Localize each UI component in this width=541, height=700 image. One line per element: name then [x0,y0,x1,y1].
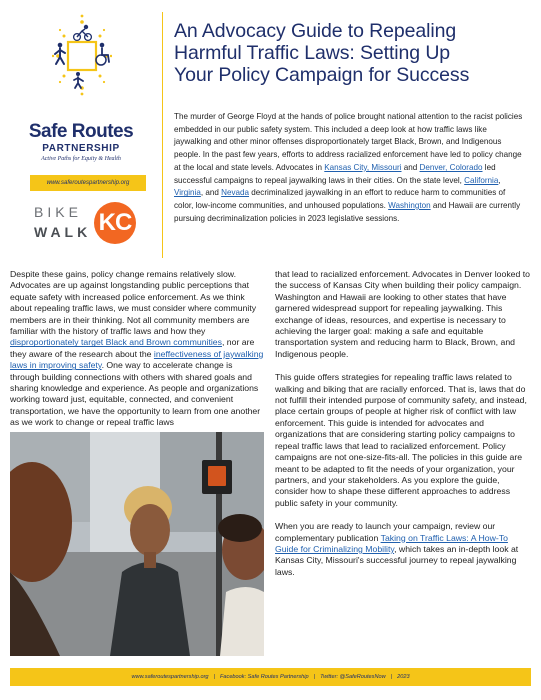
left-text-2: , nor are they aware of the research about the [10,337,255,359]
org-subtitle: PARTNERSHIP [42,143,120,154]
street-photo [10,432,264,656]
street-photo-illustration [10,432,264,656]
org-tagline: Active Paths for Equity & Health [41,156,121,162]
footer-bar [10,668,531,686]
link-denver[interactable]: Denver, Colorado [419,162,483,172]
right-p3-text-1: When you are ready to launch your campaign, review our complementary publication [275,521,496,543]
page-title-line-1: An Advocacy Guide to Repealing [174,20,457,42]
safe-routes-logo-icon [52,12,112,98]
footer-url[interactable]: www.saferoutespartnership.org [131,674,209,680]
right-paragraph-3 [275,521,533,578]
footer-separator-3: | [390,674,393,680]
intro-text-1: The murder of George Floyd at the hands of police brought national attention to the racist policies embedded in our public safety system. This included a deep look at how traffic laws like jaywalking and other minor offenses disproportionately target Black, Brown, and Indigenous people. In the past few years, efforts to address racialized enforcement have led to policy change at the local and state levels. Advocates in [174,112,523,172]
intro-text-5: , and [200,188,222,198]
footer-separator-1: | [213,674,215,680]
bikewalk-word-walk: WALK [34,224,92,240]
footer-year: 2023 [397,674,410,680]
link-kansas-city[interactable]: Kansas City, Missouri [324,162,402,172]
intro-paragraph [174,111,524,225]
page-title [174,20,532,86]
page-title-line-3: Your Policy Campaign for Success [174,64,470,86]
link-ineffectiveness-jaywalking[interactable]: ineffectiveness of jaywalking laws in improving safety [10,348,264,371]
intro-text-2: and [401,162,420,172]
left-text-3: . One way to accelerate change is through building connections with others with shared goals and sharing knowledge and experience. As people and organizations working toward just, equitable, connected, and convenient transportation, we have the opportunity to learn from one another as we work to change or repeal traffic laws [10,360,261,428]
link-washington[interactable]: Washington [388,200,431,210]
footer-twitter[interactable]: Twitter: @SafeRoutesNow [320,674,386,680]
intro-text-3: led successful campaigns to repeal jaywalking laws in their cities. On the state level, [174,162,496,185]
footer-facebook[interactable]: Facebook: Safe Routes Partnership [220,674,309,680]
right-p3-text-2: , which takes an in-depth look at Kansas City, Missouri's successful journey to repeal jaywalking laws. [275,543,519,577]
footer-separator-2: | [313,674,316,680]
org-url-bar [30,175,146,191]
intro-text-4: , [498,175,501,185]
link-virginia[interactable]: Virginia [174,188,201,198]
right-paragraph-2: This guide offers strategies for repealing traffic laws related to walking and biking that are racially enforced. That is, laws that do not fulfill their intended purpose of community safety, and instead, place certain groups of people at higher risk of conflict with law enforcement. This guide is intended for advocates and organizations that are considering starting policy campaigns to repeal traffic laws that lead to racialized enforcement. Policy campaigns are not one-size-fits-all. The policies in this guide are meant to be adapted to fit the needs of your organization, your partners, and your stakeholders. As you explore the guide, consider how to shape these different approaches to address public safety in your community. [275,372,527,508]
left-text-1: Despite these gains, policy change remains relatively slow. Advocates are up against longstanding public perceptions that equate safety with increased police enforcement. As we think about repealing traffic laws, we must consider where community members are in their thinking. Not all community members are familiar with the history of traffic laws and how they [10,269,257,337]
link-taking-on-traffic-laws[interactable]: Taking on Traffic Laws: A How-To Guide for Criminalizing Mobility [275,532,508,554]
bikewalk-kc-logo [34,200,146,246]
link-disproportionately-target[interactable]: disproportionately target Black and Brown communities [10,337,222,348]
bikewalk-word-bike: BIKE [34,204,82,220]
right-paragraph-1: that lead to racialized enforcement. Advocates in Denver looked to the success of Kansas City when building their policy campaign. Washington and Hawaii are looking to other states that have garnered widespread support for repealing jaywalking. This exchange of ideas, resources, and expertise is necessary to achieving the larger goal: making a safe and equitable transportation system and reducing harm to Black, Brown, and Indigenous people. [275,269,530,359]
left-column-text [10,269,264,429]
link-nevada[interactable]: Nevada [221,188,250,198]
org-url-link[interactable]: www.saferoutespartnership.org [46,180,130,186]
link-california[interactable]: California [464,175,499,185]
sidebar [0,0,162,258]
intro-text-7: and Hawaii are currently pursuing decriminalization policies in 2023 legislative sessions. [174,200,521,223]
kc-badge: KC [94,202,136,244]
right-column-text [275,269,533,590]
intro-text-6: decriminalized jaywalking in an effort to reduce harm to communities of color, low-income communities, and unhoused populations. [174,188,506,210]
org-name: Safe Routes [28,121,134,142]
header-divider [162,12,163,258]
page-title-line-2: Harmful Traffic Laws: Setting Up [174,42,451,64]
